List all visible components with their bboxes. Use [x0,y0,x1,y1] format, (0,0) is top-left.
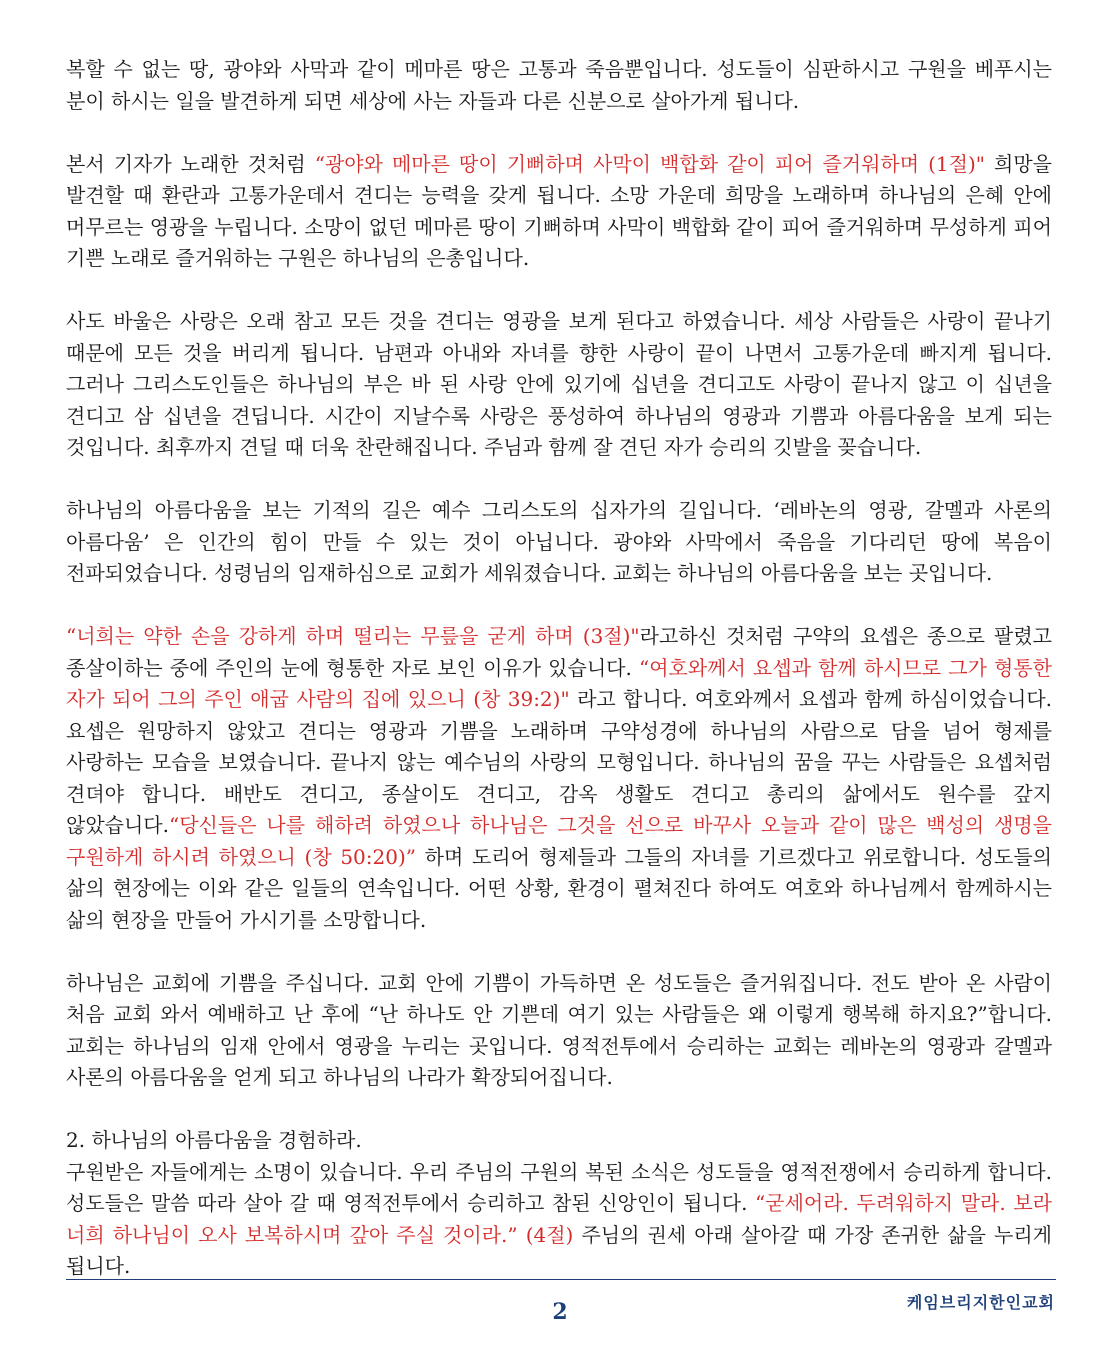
paragraph-6 [66,968,1052,1094]
page-number: 2 [552,1299,568,1325]
paragraph-text: 하나님의 아름다움을 보는 기적의 길은 예수 그리스도의 십자가의 길입니다. ‘레바논의 영광, 갈멜과 사론의 아름다움’ 은 인간의 힘이 만들 수 있는 것이 아닙니다. 광야와 사막에서 죽음을 기다리던 땅에 복음이 전파되었습니다. 성령님의 임재하심으로 교회가 세워졌습니다. 교회는 하나님의 아름다움을 보는 곳입니다. [66,498,1052,585]
section-heading-text: 2. 하나님의 아름다움을 경험하라. [66,1128,362,1152]
paragraph-7 [66,1157,1052,1283]
scripture-quote: “여호와께서 요셉과 함께 하시므로 그가 형통한 자가 되어 그의 주인 애굽 사람의 집에 있으니 (창 39:2)" [66,655,1052,711]
paragraph-text: 라고하신 것처럼 구약의 요셉은 종으로 팔렸고 종살이하는 중에 주인의 눈에 형통한 자로 보인 이유가 있습니다. [66,624,1052,680]
paragraph-text: 희망을 발견할 때 환란과 고통가운데서 견디는 능력을 갖게 됩니다. 소망 가운데 희망을 노래하며 하나님의 은혜 안에 머무르는 영광을 누립니다. 소망이 없던 메마른 땅이 기뻐하며 사막이 백합화 같이 피어 즐거워하며 무성하게 피어 기쁜 노래로 즐거워하는 구원은 하나님의 은총입니다. [66,151,1052,270]
scripture-quote: “광야와 메마른 땅이 기뻐하며 사막이 백합화 같이 피어 즐거워하며 (1절)" [314,151,985,176]
body-text [66,54,1052,1283]
section-heading [66,1125,1052,1157]
paragraph-3 [66,306,1052,464]
paragraph-text: 주님의 권세 아래 살아갈 때 가장 존귀한 삶을 누리게 됩니다. [66,1222,1053,1278]
scripture-quote: “당신들은 나를 해하려 하였으나 하나님은 그것을 선으로 바꾸사 오늘과 같이 많은 백성의 생명을 구원하게 하시려 하였으니 (창 50:20)” [66,813,1052,869]
paragraph-text: 복할 수 없는 땅, 광야와 사막과 같이 메마른 땅은 고통과 죽음뿐입니다. 성도들이 심판하시고 구원을 베푸시는 분이 하시는 일을 발견하게 되면 세상에 사는 자들과 다른 신분으로 살아가게 됩니다. [66,57,1052,113]
paragraph-text: 하며 도리어 형제들과 그들의 자녀를 기르겠다고 위로합니다. 성도들의 삶의 현장에는 이와 같은 일들의 연속입니다. 어떤 상황, 환경이 펼쳐진다 하여도 여호와 하나님께서 함께하시는 삶의 현장을 만들어 가시기를 소망합니다. [66,844,1052,932]
paragraph-text: 본서 기자가 노래한 것처럼 [66,151,315,176]
scripture-quote: “굳세어라. 두려워하지 말라. 보라 너희 하나님이 오사 보복하시며 갚아 주실 것이라.” (4절) [66,1191,1052,1247]
paragraph-4 [66,495,1052,590]
church-name: 케임브리지한인교회 [906,1293,1055,1312]
scripture-quote: “너희는 약한 손을 강하게 하며 떨리는 무릎을 굳게 하며 (3절)" [66,624,640,648]
paragraph-text: 사도 바울은 사랑은 오래 참고 모든 것을 견디는 영광을 보게 된다고 하였습니다. 세상 사람들은 사랑이 끝나기 때문에 모든 것을 버리게 됩니다. 남편과 아내와 자녀를 향한 사랑이 끝이 나면서 고통가운데 빠지게 됩니다. 그러나 그리스도인들은 하나님의 부은 바 된 사랑 안에 있기에 십년을 견디고도 사랑이 끝나지 않고 이 십년을 견디고 삼 십년을 견딥니다. 시간이 지날수록 사랑은 풍성하여 하나님의 영광과 기쁨과 아름다움을 보게 되는 것입니다. 최후까지 견딜 때 더욱 찬란해집니다. 주님과 함께 잘 견딘 자가 승리의 깃발을 꽂습니다. [66,309,1052,459]
paragraph-text: 라고 합니다. 여호와께서 요셉과 함께 하심이었습니다. 요셉은 원망하지 않았고 견디는 영광과 기쁨을 노래하며 구약성경에 하나님의 사람으로 담을 넘어 형제를 사랑하는 모습을 보였습니다. 끝나지 않는 예수님의 사랑의 모형입니다. 하나님의 꿈을 꾸는 사람들은 요셉처럼 견뎌야 합니다. 배반도 견디고, 종살이도 견디고, 감옥 생활도 견디고 총리의 삶에서도 원수를 갚지 않았습니다. [66,687,1053,837]
paragraph-text: 하나님은 교회에 기쁨을 주십니다. 교회 안에 기쁨이 가득하면 온 성도들은 즐거워집니다. 전도 받아 온 사람이 처음 교회 와서 예배하고 난 후에 “난 하나도 안 기쁜데 여기 있는 사람들은 왜 이렇게 행복해 하지요?”합니다. 교회는 하나님의 임재 안에서 영광을 누리는 곳입니다. 영적전투에서 승리하는 교회는 레바논의 영광과 갈멜과 사론의 아름다움을 얻게 되고 하나님의 나라가 확장되어집니다. [66,970,1052,1089]
paragraph-2 [66,149,1052,275]
paragraph-1 [66,54,1052,117]
paragraph-text: 구원받은 자들에게는 소명이 있습니다. 우리 주님의 구원의 복된 소식은 성도들을 영적전쟁에서 승리하게 합니다. 성도들은 말씀 따라 살아 갈 때 영적전투에서 승리하고 참된 신앙인이 됩니다. [66,1159,1052,1215]
footer-divider [66,1279,1056,1280]
paragraph-5 [66,621,1052,936]
